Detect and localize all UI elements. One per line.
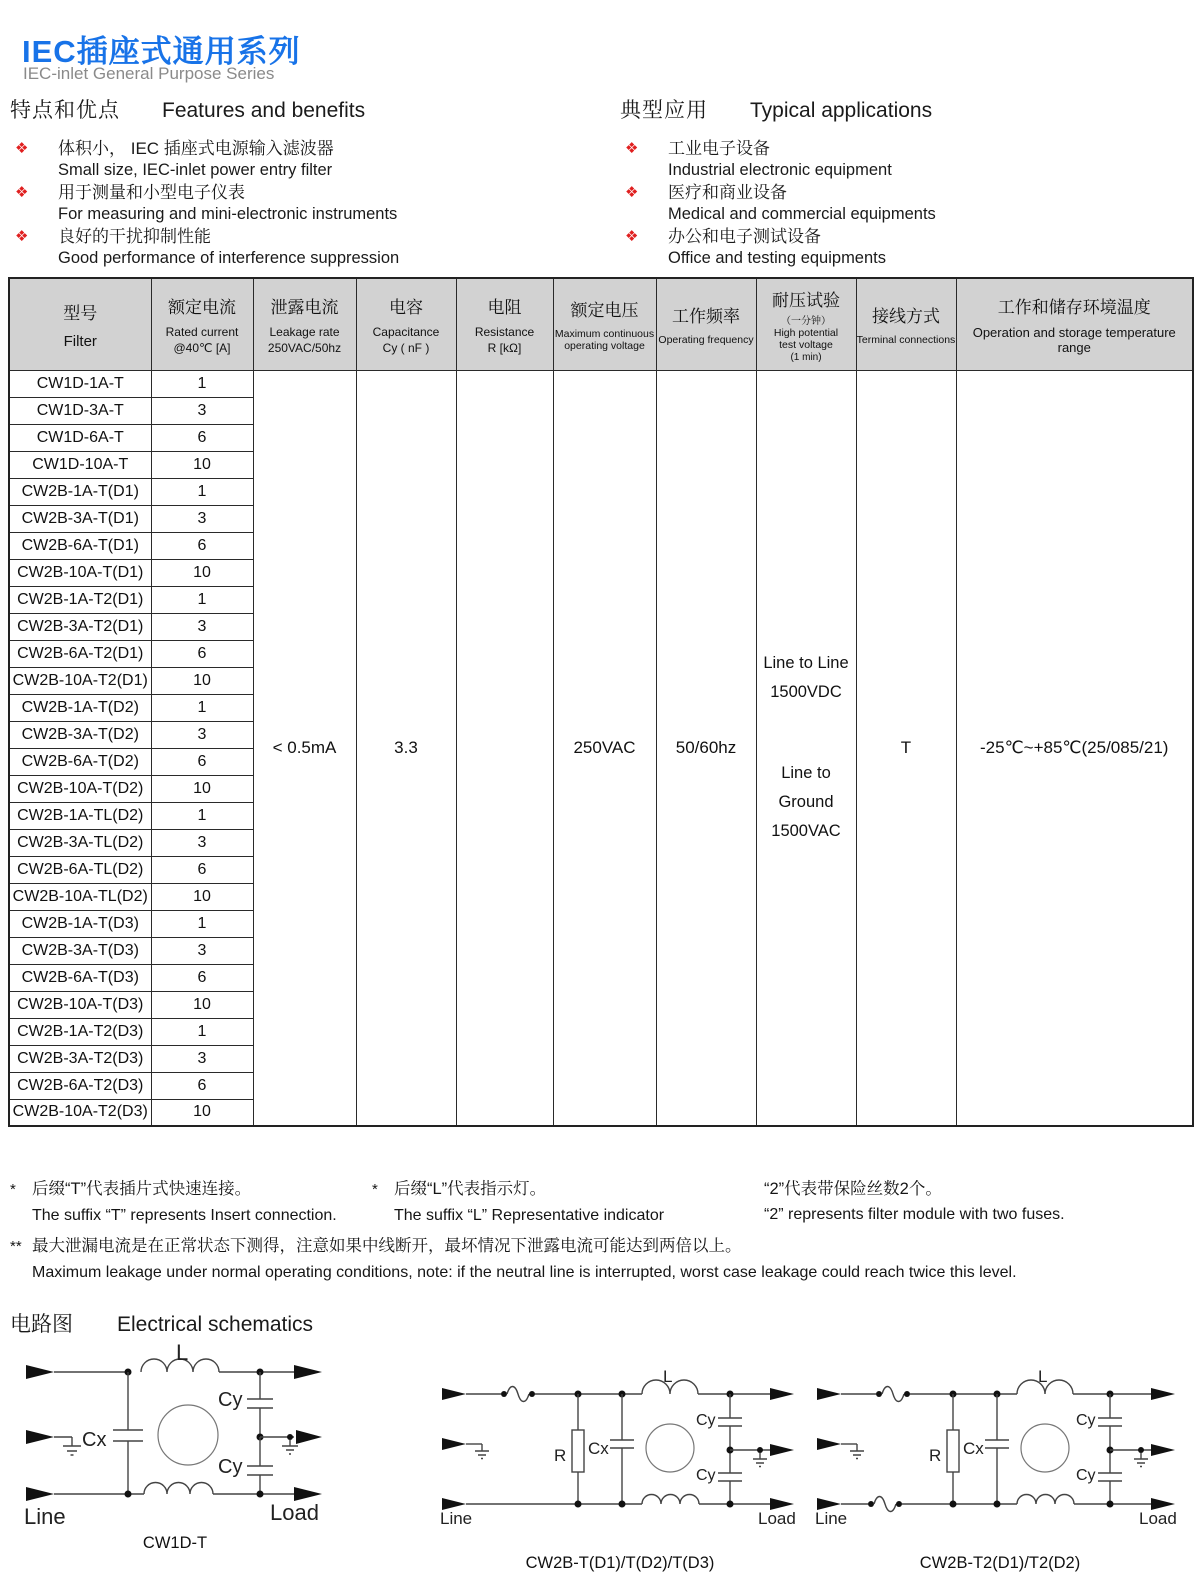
col-header-hipot: 耐压试验 （一分钟） High potential test voltage (1 min) [756,278,856,370]
choke-core [158,1405,218,1465]
application-zh: 办公和电子测试设备 [668,227,821,246]
features-heading [10,94,610,124]
application-zh: 工业电子设备 [668,139,770,158]
ground-icon [850,1444,864,1459]
model-cell: CW2B-1A-T2(D1) [9,586,151,613]
model-cell: CW2B-10A-T(D1) [9,559,151,586]
cap-y-label: Cy [218,1389,243,1411]
current-cell: 1 [151,370,253,397]
current-cell: 3 [151,937,253,964]
model-cell: CW2B-1A-T(D1) [9,478,151,505]
feature-item [10,138,610,181]
model-cell: CW2B-10A-T(D2) [9,775,151,802]
current-cell: 10 [151,667,253,694]
schematic-cw2b-t2 [805,1368,1195,1573]
current-cell: 3 [151,829,253,856]
table-row [9,370,1193,397]
cap-y-label: Cy [1076,1412,1096,1429]
application-en: Medical and commercial equipments [668,205,936,223]
model-cell: CW2B-10A-T(D3) [9,991,151,1018]
application-item [620,226,1195,269]
footnotes [10,1178,1192,1282]
model-cell: CW2B-10A-T2(D3) [9,1099,151,1126]
inductor-label: L [176,1342,189,1365]
diamond-bullet-icon: ❖ [625,184,639,201]
current-cell: 3 [151,721,253,748]
schematic-cw2b-t [430,1368,810,1573]
schematic-caption: CW2B-T2(D1)/T2(D2) [919,1554,1081,1572]
diamond-bullet-icon: ❖ [15,184,29,201]
schematics-heading [10,1308,313,1338]
feature-zh: 用于测量和小型电子仪表 [58,183,245,202]
application-item [620,138,1195,181]
diamond-bullet-icon: ❖ [15,140,29,157]
cap-y-label: Cy [1076,1467,1096,1484]
application-en: Office and testing equipments [668,249,886,267]
model-cell: CW1D-3A-T [9,397,151,424]
resistor-label: R [554,1446,567,1465]
schematic-caption: CW2B-T(D1)/T(D2)/T(D3) [525,1554,715,1572]
applications-heading-zh: 典型应用 [620,99,708,122]
feature-item [10,182,610,225]
diamond-bullet-icon: ❖ [625,140,639,157]
model-cell: CW2B-3A-T(D2) [9,721,151,748]
ground-icon [282,1440,298,1454]
model-cell: CW2B-6A-T(D3) [9,964,151,991]
current-cell: 3 [151,613,253,640]
model-cell: CW2B-3A-TL(D2) [9,829,151,856]
current-cell: 1 [151,910,253,937]
feature-en: For measuring and mini-electronic instruments [58,205,398,223]
col-header-frequency: 工作频率 Operating frequency [656,278,756,370]
choke-core [1021,1424,1069,1472]
model-cell: CW2B-3A-T2(D1) [9,613,151,640]
page-title: IEC插座式通用系列 [22,34,301,69]
col-header-resistance: 电阻 Resistance R [kΩ] [456,278,553,370]
model-cell: CW2B-3A-T(D1) [9,505,151,532]
feature-en: Small size, IEC-inlet power entry filter [58,161,333,179]
frequency-cell: 50/60hz [656,370,756,1126]
capacitance-cell: 3.3 [356,370,456,1126]
cap-y-label: Cy [696,1412,716,1429]
fuse-icon [507,1387,529,1402]
current-cell: 6 [151,1072,253,1099]
ground-icon [63,1437,81,1455]
line-label: Line [815,1509,848,1526]
applications-heading-en: Typical applications [750,99,933,122]
footnote-suffix-t: * 后缀“T”代表插片式快速连接。 The suffix “T” represents Insert connection. [10,1180,337,1224]
col-header-filter: 型号 Filter [9,278,151,370]
feature-zh: 体积小， IEC 插座式电源输入滤波器 [58,139,334,158]
current-cell: 10 [151,451,253,478]
resistor-label: R [929,1446,942,1465]
footnote-two-fuses: “2”代表带保险丝数2个。 “2” represents filter module with two fuses. [764,1180,1065,1223]
model-cell: CW1D-1A-T [9,370,151,397]
feature-item [10,226,610,269]
current-cell: 6 [151,748,253,775]
schematics-heading-zh: 电路图 [10,1313,73,1336]
current-cell: 10 [151,559,253,586]
inductor-label: L [663,1368,673,1386]
feature-en: Good performance of interference suppression [58,249,400,267]
col-header-terminal: 接线方式 Terminal connections [856,278,956,370]
cap-x-label: Cx [82,1429,107,1451]
model-cell: CW2B-3A-T(D3) [9,937,151,964]
diamond-bullet-icon: ❖ [15,228,29,245]
features-heading-en: Features and benefits [162,99,366,122]
spec-table-body [9,370,1193,1126]
model-cell: CW2B-1A-T(D2) [9,694,151,721]
current-cell: 10 [151,775,253,802]
model-cell: CW2B-6A-TL(D2) [9,856,151,883]
application-en: Industrial electronic equipment [668,161,892,179]
hipot-cell: Line to Line 1500VDC Line to Ground 1500VAC [756,370,856,1126]
current-cell: 6 [151,640,253,667]
current-cell: 6 [151,964,253,991]
current-cell: 10 [151,991,253,1018]
application-zh: 医疗和商业设备 [668,183,787,202]
model-cell: CW2B-6A-T2(D1) [9,640,151,667]
col-header-rated-current: 额定电流 Rated current @40℃ [A] [151,278,253,370]
fuse-icon [874,1497,896,1512]
current-cell: 1 [151,802,253,829]
model-cell: CW2B-10A-T2(D1) [9,667,151,694]
leakage-cell: < 0.5mA [253,370,356,1126]
current-cell: 3 [151,505,253,532]
current-cell: 1 [151,694,253,721]
current-cell: 10 [151,883,253,910]
model-cell: CW1D-10A-T [9,451,151,478]
current-cell: 3 [151,1045,253,1072]
col-header-capacitance: 电容 Capacitance Cy ( nF ) [356,278,456,370]
cap-x-label: Cx [963,1439,984,1458]
schematic-cw2b-t-drawing [430,1368,810,1526]
line-label: Line [24,1504,66,1528]
filter-spec-table [8,277,1194,1127]
model-cell: CW2B-6A-T(D1) [9,532,151,559]
fuse-icon [882,1387,904,1402]
application-item [620,182,1195,225]
model-cell: CW2B-10A-TL(D2) [9,883,151,910]
current-cell: 1 [151,586,253,613]
applications-heading [620,94,1195,124]
current-cell: 10 [151,1099,253,1126]
col-header-leakage: 泄露电流 Leakage rate 250VAC/50hz [253,278,356,370]
current-cell: 6 [151,856,253,883]
schematic-cw1d-drawing [10,1342,340,1528]
model-cell: CW2B-6A-T2(D3) [9,1072,151,1099]
features-heading-zh: 特点和优点 [10,99,120,122]
temperature-cell: -25℃~+85℃(25/085/21) [956,370,1193,1126]
cap-y-label: Cy [696,1467,716,1484]
model-cell: CW2B-3A-T2(D3) [9,1045,151,1072]
resistance-cell [456,370,553,1126]
cap-y-label: Cy [218,1456,243,1478]
footnote-suffix-l: * 后缀“L”代表指示灯。 The suffix “L” Representative indicator [372,1180,665,1224]
model-cell: CW2B-1A-T2(D3) [9,1018,151,1045]
schematics-heading-en: Electrical schematics [117,1313,314,1336]
ground-icon [753,1453,767,1467]
model-cell: CW2B-6A-T(D2) [9,748,151,775]
col-header-temperature: 工作和储存环境温度 Operation and storage temperature range [956,278,1193,370]
table-header-row [9,278,1193,370]
col-header-voltage: 额定电压 Maximum continuous operating voltage [553,278,656,370]
load-label: Load [1139,1509,1177,1526]
load-label: Load [758,1509,796,1526]
footnote-max-leakage: ** 最大泄漏电流是在正常状态下测得，注意如果中线断开，最坏情况下泄露电流可能达到两倍以上。 Maximum leakage under normal operating conditions, note: if the neutral line is interrupted, worst case leakage could reach twice this level. [10,1237,1017,1281]
line-label: Line [440,1509,473,1526]
applications-section [620,94,1195,270]
voltage-cell: 250VAC [553,370,656,1126]
terminal-cell: T [856,370,956,1126]
ground-icon [475,1444,489,1459]
current-cell: 1 [151,1018,253,1045]
current-cell: 6 [151,424,253,451]
schematic-caption: CW1D-T [142,1534,208,1552]
current-cell: 3 [151,397,253,424]
model-cell: CW2B-1A-TL(D2) [9,802,151,829]
feature-zh: 良好的干扰抑制性能 [58,227,211,246]
schematic-cw1d [10,1342,340,1553]
choke-core [646,1424,694,1472]
current-cell: 6 [151,532,253,559]
cap-x-label: Cx [588,1439,609,1458]
page-subtitle: IEC-inlet General Purpose Series [23,64,275,83]
schematic-cw2b-t2-drawing [805,1368,1195,1526]
diamond-bullet-icon: ❖ [625,228,639,245]
features-section [10,94,610,270]
current-cell: 1 [151,478,253,505]
load-label: Load [270,1500,319,1525]
model-cell: CW2B-1A-T(D3) [9,910,151,937]
model-cell: CW1D-6A-T [9,424,151,451]
inductor-label: L [1038,1368,1048,1386]
ground-icon [1134,1453,1148,1467]
